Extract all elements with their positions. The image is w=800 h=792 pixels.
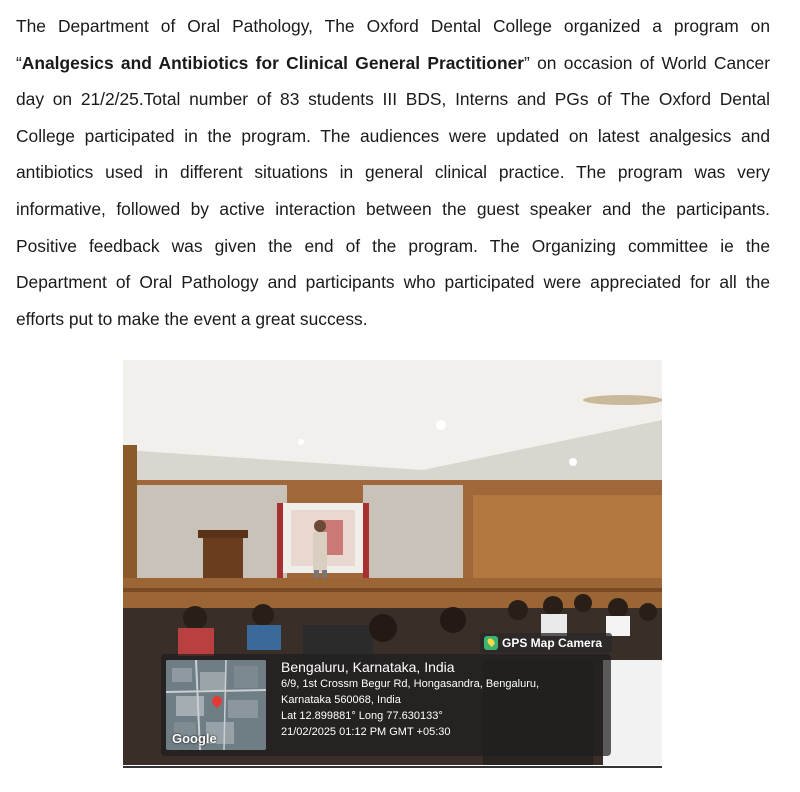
gps-camera-badge	[480, 633, 612, 653]
map-thumbnail	[166, 660, 266, 750]
gps-map-camera-icon	[484, 636, 498, 650]
location-title: Bengaluru, Karnataka, India	[281, 659, 455, 675]
report-paragraph	[16, 8, 770, 337]
photo-underline	[123, 766, 662, 768]
coordinates: Lat 12.899881° Long 77.630133°	[281, 710, 443, 722]
report-text-body: ” on occasion of World Cancer day on 21/2/25.Total number of 83 students III BDS, Interns and PGs of The Oxford Dental College participated in the program. The audiences were updated on latest analgesics and antibiotics used in different situations in general clinical practice. The program was very informative, followed by active interaction between the guest speaker and the participants. Positive feedback was given the end of the program. The Organizing committee ie the Department of Oral Pathology and participants who participated were appreciated for all the efforts put to make the event a great success.	[16, 52, 770, 329]
address-line-2: Karnataka 560068, India	[281, 694, 401, 706]
gps-app-label: GPS Map Camera	[502, 636, 603, 650]
timestamp: 21/02/2025 01:12 PM GMT +05:30	[281, 726, 451, 738]
gps-details	[281, 658, 539, 740]
address-line-1: 6/9, 1st Crossm Begur Rd, Hongasandra, Bengaluru,	[281, 678, 540, 690]
report-text-intro: The Department of Oral Pathology, The Oxford Dental College organized a program on “	[16, 16, 770, 73]
gps-location-panel	[161, 654, 611, 756]
event-photo	[123, 360, 662, 765]
program-title: Analgesics and Antibiotics for Clinical General Practitioner	[21, 52, 525, 73]
map-brand-label: Google	[172, 731, 217, 746]
